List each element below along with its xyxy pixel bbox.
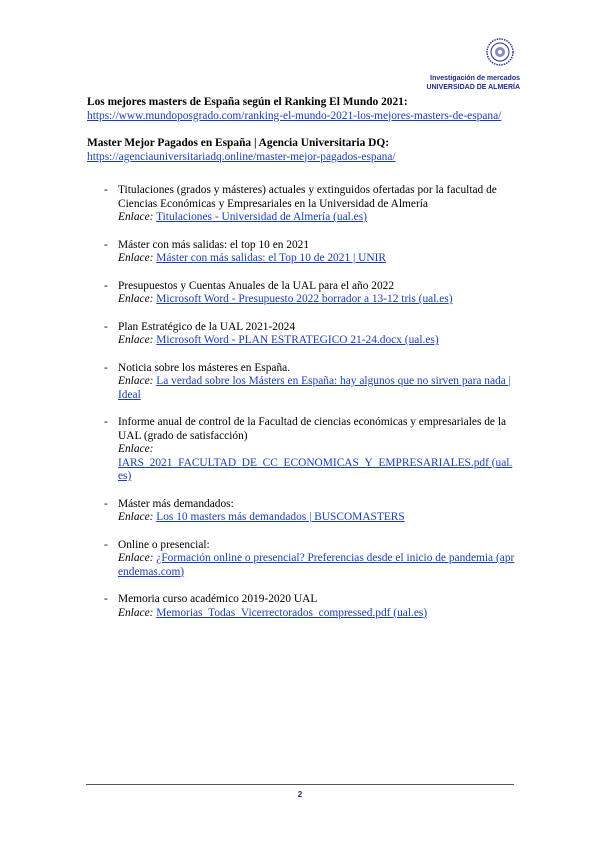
bullet-dash: - <box>104 416 108 428</box>
bullet-dash: - <box>104 279 108 292</box>
salaries-link[interactable]: https://agenciauniversitariadq.online/master-mejor-pagados-espana/ <box>87 150 396 163</box>
list-item <box>87 362 515 403</box>
item-description: Noticia sobre los másteres en España. <box>118 361 291 374</box>
item-description: Memoria curso académico 2019-2020 UAL <box>118 593 318 605</box>
item-link-line <box>118 375 515 402</box>
bullet-dash: - <box>104 593 108 605</box>
enlace-label: Enlace: <box>118 552 154 564</box>
item-link[interactable]: IARS_2021_FACULTAD_DE_CC_ECONOMICAS_Y_EMPRESARIALES.pdf (ual.es) <box>118 456 513 482</box>
enlace-label: Enlace: <box>118 511 154 523</box>
footer-divider <box>86 784 514 785</box>
bullet-dash: - <box>104 320 108 333</box>
item-link-line <box>118 334 515 348</box>
item-link[interactable]: La verdad sobre los Másters en España: hay algunos que no sirven para nada | Ideal <box>118 375 511 401</box>
bullet-dash: - <box>104 238 108 251</box>
item-description: Presupuestos y Cuentas Anuales de la UAL para el año 2022 <box>118 279 395 292</box>
item-description: Online o presencial: <box>118 538 210 551</box>
item-description: Máster con más salidas: el top 10 en 2021 <box>118 238 310 251</box>
header-line-2: UNIVERSIDAD DE ALMERÍA <box>426 84 520 91</box>
salaries-block <box>87 137 515 164</box>
item-link[interactable]: Máster con más salidas: el Top 10 de 2021 | UNIR <box>156 252 386 264</box>
ranking-heading: Los mejores masters de España según el Ranking El Mundo 2021: <box>87 96 408 108</box>
main-content <box>87 96 515 634</box>
item-link[interactable]: Titulaciones - Universidad de Almería (ual.es) <box>156 211 367 223</box>
list-item <box>87 184 515 225</box>
item-link-line <box>118 607 515 621</box>
resource-list <box>87 184 515 620</box>
item-description: Plan Estratégico de la UAL 2021-2024 <box>118 320 296 333</box>
bullet-dash: - <box>104 538 108 551</box>
item-description: Titulaciones (grados y másteres) actuales y extinguidos ofertadas por la facultad de Ciencias Económicas y Empresariales en la Universidad de Almería <box>118 184 497 210</box>
bullet-dash: - <box>104 184 108 196</box>
enlace-label: Enlace: <box>118 375 154 387</box>
university-seal-icon <box>486 38 514 66</box>
bullet-dash: - <box>104 361 108 374</box>
enlace-label: Enlace: <box>118 252 154 264</box>
ranking-link[interactable]: https://www.mundoposgrado.com/ranking-el-mundo-2021-los-mejores-masters-de-espana/ <box>87 109 502 122</box>
item-link-line <box>118 252 515 266</box>
item-description: Máster más demandados: <box>118 497 234 510</box>
item-link-line <box>118 443 515 484</box>
item-link[interactable]: Memorias_Todas_Vicerrectorados_compressed.pdf (ual.es) <box>156 606 428 619</box>
item-link-line <box>118 511 515 525</box>
list-item <box>87 321 515 348</box>
ranking-block <box>87 96 515 123</box>
bullet-dash: - <box>104 497 108 510</box>
item-link-line <box>118 293 515 307</box>
enlace-label: Enlace: <box>118 334 154 346</box>
list-item <box>87 539 515 580</box>
enlace-label: Enlace: <box>118 293 154 305</box>
item-link[interactable]: Microsoft Word - Presupuesto 2022 borrador a 13-12 tris (ual.es) <box>156 293 453 305</box>
salaries-heading: Master Mejor Pagados en España | Agencia Universitaria DQ: <box>87 137 390 149</box>
item-link[interactable]: ¿Formación online o presencial? Preferencias desde el inicio de pandemia (aprendemas.com) <box>118 552 515 578</box>
list-item <box>87 239 515 266</box>
list-item <box>87 498 515 525</box>
item-link-line <box>118 211 515 225</box>
enlace-label: Enlace: <box>118 443 154 455</box>
item-description: Informe anual de control de la Facultad de ciencias económicas y empresariales de la UAL (grado de satisfacción) <box>118 416 507 442</box>
page-number: 2 <box>297 790 303 799</box>
enlace-label: Enlace: <box>118 606 154 619</box>
list-item <box>87 593 515 620</box>
header-line-1: Investigación de mercados <box>430 75 520 82</box>
list-item <box>87 280 515 307</box>
item-link[interactable]: Los 10 masters más demandados | BUSCOMASTERS <box>156 511 405 523</box>
enlace-label: Enlace: <box>118 211 154 223</box>
header-label <box>427 74 520 92</box>
item-link[interactable]: Microsoft Word - PLAN ESTRATEGICO 21-24.docx (ual.es) <box>156 334 439 346</box>
list-item <box>87 416 515 484</box>
item-link-line <box>118 552 515 579</box>
